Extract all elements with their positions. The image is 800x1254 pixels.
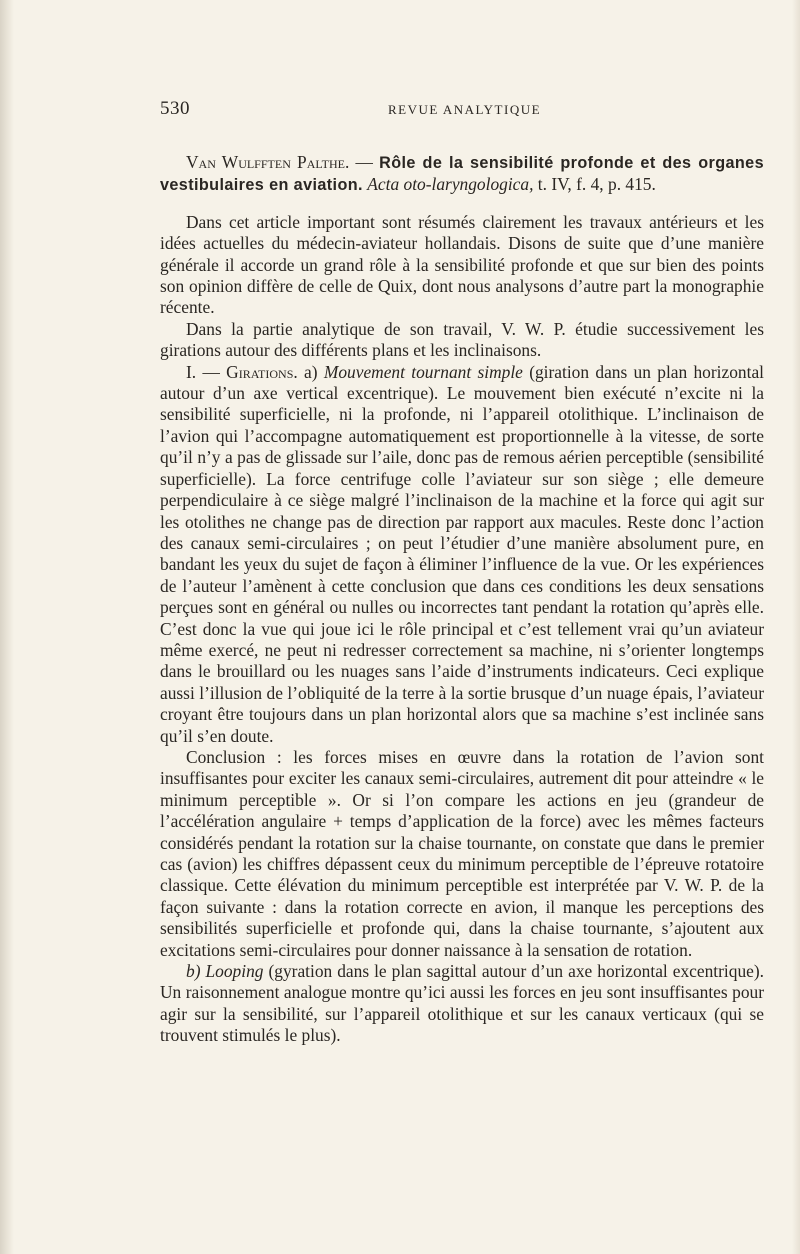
running-head — [160, 98, 760, 128]
paragraph-looping-text: (gyration dans le plan sagittal autour d’un axe horizontal excentrique). Un raisonnement analogue montre qu’ici aussi les forces en jeu sont insuffisantes pour agir sur la sensibilité, sur l’appareil otolithique et sur les canaux verticaux (qui se trouvent stimulés le plus). — [160, 961, 765, 1046]
journal-title: REVUE ANALYTIQUE — [388, 102, 542, 117]
paragraph-intro: Dans cet article important sont résumés clairement les travaux antérieurs et les idées actuelles du médecin-aviateur hollandais. Disons de suite que d’une manière générale il accorde un grand rôle à la sensibilité profonde et que sur bien des points son opinion diffère de celle de Quix, dont nous analysons d’autre part la monographie récente. — [160, 211, 764, 318]
reference-dash: — — [349, 152, 380, 172]
paragraph-girations — [160, 362, 764, 747]
subsection-title-looping: Looping — [205, 961, 264, 982]
paragraph-analytic: Dans la partie analytique de son travail, V. W. P. étudie successivement les girations autour des différents plans et les inclinaisons. — [160, 318, 764, 361]
bibliographic-reference — [160, 152, 764, 197]
subsection-letter-b: b) — [186, 961, 206, 982]
page-number: 530 — [160, 98, 190, 119]
paragraph-looping — [160, 961, 764, 1047]
section-heading: Girations. — [226, 361, 298, 382]
journal-name: Acta oto-laryngologica, — [367, 174, 534, 195]
paragraph-girations-text: (giration dans un plan horizontal autour d’un axe vertical excentrique). Le mouvement bien exécuté n’excite ni la sensibilité superficielle, ni la profonde, ni l’appareil otolithique. L’inclinaison de l’avion qui l’accompagne automatiquement est proportionnelle à la vitesse, de sorte qu’il n’y a pas de glissade sur l’aile, donc pas de remous aérien perceptible (sensibilité superficielle). La force centrifuge colle l’aviateur sur son siège ; elle demeure perpendiculaire à ce siège malgré l’inclinaison de la machine et la force qui agit sur les otolithes ne change pas de direction par rapport aux macules. Reste donc l’action des canaux semi-circulaires ; on peut l’étudier d’une manière absolument pure, en bandant les yeux du sujet de façon à éliminer l’influence de la vue. Or les expériences de l’auteur l’amènent à cette conclusion que dans ces conditions les deux sensations perçues sont en général ou nulles ou incorrectes tant pendant la rotation qu’après elle. C’est donc la vue qui joue ici le rôle principal et c’est tellement vrai qu’un aviateur même exercé, ne peut ni redresser correctement sa machine, ni s’orienter longtemps dans le brouillard ou les nuages sans l’aide d’instruments indicateurs. Ceci explique aussi l’illusion de l’obliquité de la terre à la sortie brusque d’un nuage épais, l’aviateur croyant être toujours dans un plan horizontal alors que sa machine s’est inclinée sans qu’il s’en doute. — [160, 361, 764, 746]
paragraph-conclusion: Conclusion : les forces mises en œuvre dans la rotation de l’avion sont insuffisantes pour exciter les canaux semi-circulaires, autrement dit pour atteindre « le minimum perceptible ». Or si l’on compare les actions en jeu (grandeur de l’accélération angulaire + temps d’application de la force) avec les mêmes facteurs considérés pendant la rotation sur la chaise tournante, on constate que dans le premier cas (avion) les chiffres dépassent ceux du minimum perceptible de l’épreuve rotatoire classique. Cette élévation du minimum perceptible est interprétée par V. W. P. de la façon suivante : dans la rotation correcte en avion, il manque les perceptions des sensibilités superficielle et profonde qui, dans la chaise tournante, s’ajoutent aux excitations semi-circulaires pour donner naissance à la sensation de rotation. — [160, 746, 764, 960]
page-edge-shadow — [0, 0, 14, 1254]
author-name: Van Wulfften Palthe. — [186, 152, 350, 172]
reference-details: t. IV, f. 4, p. 415. — [533, 174, 656, 195]
subsection-title: Mouvement tournant simple — [323, 361, 523, 382]
article-body — [160, 152, 764, 1047]
article-title: Rôle de la sensibilité profonde et des organes vestibulaires en aviation. — [160, 154, 764, 195]
subsection-letter: a) — [297, 361, 324, 382]
section-number: I. — — [186, 361, 227, 382]
page-edge-right — [792, 0, 800, 1254]
